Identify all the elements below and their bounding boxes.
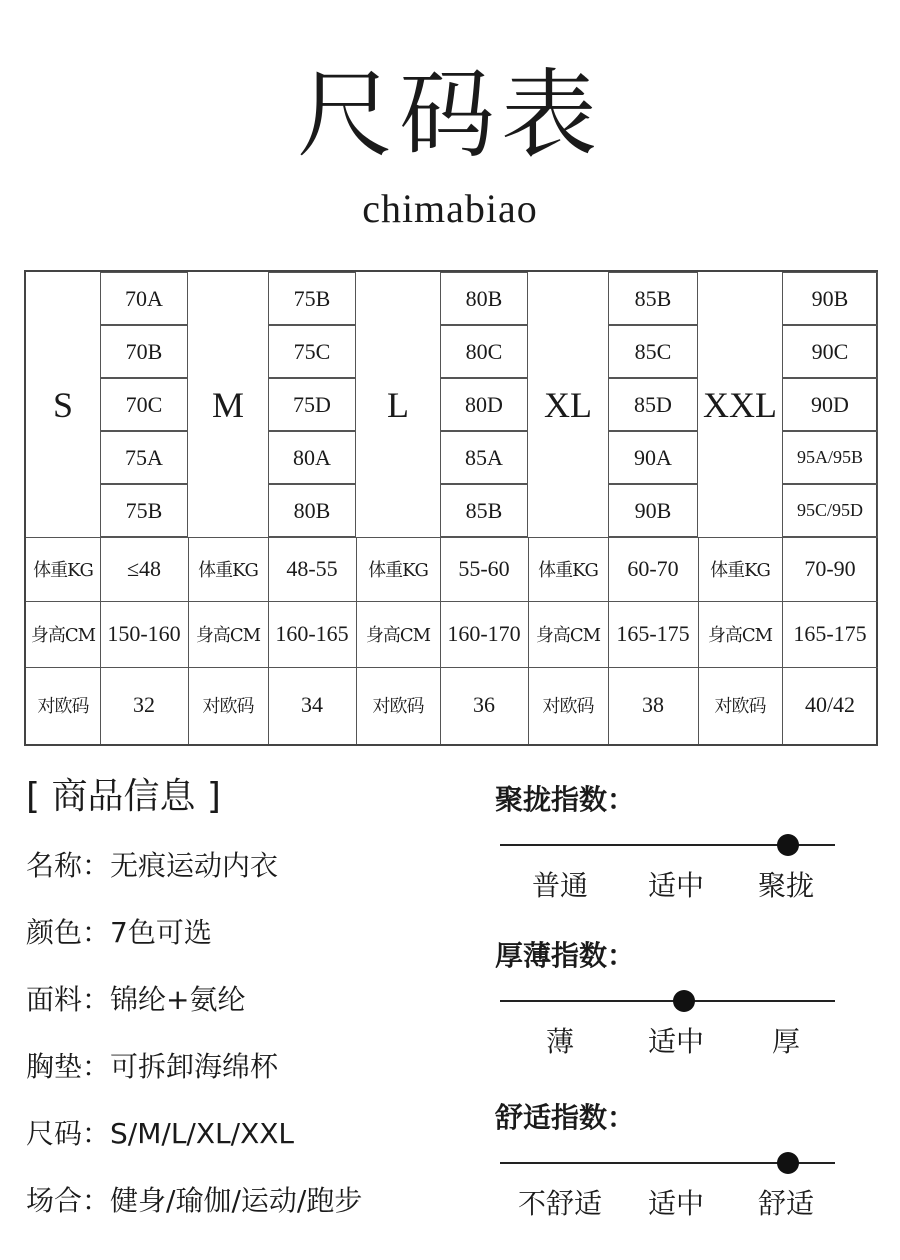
height-label: 身高CM <box>365 625 431 646</box>
product-info-value: S/M/L/XL/XXL <box>110 1117 295 1150</box>
weight-label: 体重KG <box>710 560 770 581</box>
weight-value: 70-90 <box>804 556 856 581</box>
product-info-label: 场合： <box>26 1184 111 1217</box>
height-value: 150-160 <box>107 621 181 646</box>
index-title: 厚薄指数： <box>495 939 636 972</box>
eu-size-label: 对欧码 <box>202 696 254 717</box>
product-info-row <box>26 913 212 953</box>
table-divider <box>608 537 609 744</box>
cup-size-cell: 90B <box>782 272 878 325</box>
height-value: 160-165 <box>275 621 349 646</box>
index-title: 聚拢指数： <box>495 783 636 816</box>
cup-size-cell: 95C/95D <box>782 484 878 537</box>
cup-size-cell: 95A/95B <box>782 431 878 484</box>
product-info-row <box>26 1047 278 1087</box>
product-info-value: 健身/瑜伽/运动/跑步 <box>110 1184 363 1217</box>
cup-size-cell: 85A <box>440 431 528 484</box>
product-info-label: 颜色： <box>26 916 111 949</box>
height-label: 身高CM <box>707 625 773 646</box>
cup-size-cell: 75A <box>100 431 188 484</box>
table-divider <box>782 537 783 744</box>
cup-size-cell: 90B <box>608 484 698 537</box>
eu-size-label: 对欧码 <box>372 696 424 717</box>
table-divider <box>26 601 878 602</box>
height-value: 165-175 <box>616 621 690 646</box>
table-divider <box>698 537 699 744</box>
eu-size-value: 34 <box>301 692 323 717</box>
product-info-row <box>26 1181 362 1221</box>
table-divider <box>528 537 529 744</box>
size-label: L <box>387 384 409 425</box>
cup-size-cell: 80B <box>440 272 528 325</box>
eu-size-value: 38 <box>642 692 664 717</box>
eu-size-label: 对欧码 <box>714 696 766 717</box>
cup-size-cell: 75D <box>268 378 356 431</box>
index-slider-marker <box>777 834 799 856</box>
cup-size-cell: 90A <box>608 431 698 484</box>
product-info-value: 锦纶+氨纶 <box>110 983 246 1016</box>
height-label: 身高CM <box>195 625 261 646</box>
table-divider <box>26 667 878 668</box>
index-option-label: 适中 <box>647 869 704 902</box>
product-info-label: 面料： <box>26 983 111 1016</box>
cup-size-cell: 80C <box>440 325 528 378</box>
eu-size-value: 40/42 <box>804 692 856 717</box>
eu-size-value: 36 <box>473 692 495 717</box>
table-divider <box>268 537 269 744</box>
weight-value: 48-55 <box>286 556 338 581</box>
index-option-label: 普通 <box>531 869 588 902</box>
weight-label: 体重KG <box>368 560 428 581</box>
height-label: 身高CM <box>535 625 601 646</box>
cup-size-cell: 85B <box>440 484 528 537</box>
index-option-label: 聚拢 <box>757 869 814 902</box>
weight-value: 55-60 <box>458 556 510 581</box>
index-slider-marker <box>777 1152 799 1174</box>
index-slider-marker <box>673 990 695 1012</box>
cup-size-cell: 85D <box>608 378 698 431</box>
cup-size-cell: 80A <box>268 431 356 484</box>
cup-size-cell: 75B <box>268 272 356 325</box>
eu-size-label: 对欧码 <box>37 696 89 717</box>
cup-size-cell: 70C <box>100 378 188 431</box>
size-label: S <box>52 384 74 425</box>
product-info-value: 可拆卸海绵杯 <box>110 1050 279 1083</box>
product-info-row <box>26 846 278 886</box>
size-label: XXL <box>703 384 777 425</box>
cup-size-cell: 70A <box>100 272 188 325</box>
index-option-label: 适中 <box>647 1025 704 1058</box>
product-info-row <box>26 1114 294 1154</box>
eu-size-value: 32 <box>133 692 155 717</box>
cup-size-cell: 85B <box>608 272 698 325</box>
index-slider-track <box>500 1000 835 1002</box>
cup-size-cell: 75C <box>268 325 356 378</box>
product-info-label: 尺码： <box>26 1117 111 1150</box>
cup-size-cell: 90C <box>782 325 878 378</box>
table-divider <box>100 537 101 744</box>
product-info-label: 名称： <box>26 849 111 882</box>
weight-label: 体重KG <box>198 560 258 581</box>
cup-size-cell: 70B <box>100 325 188 378</box>
size-label: XL <box>544 384 592 425</box>
weight-label: 体重KG <box>538 560 598 581</box>
product-info-row <box>26 980 245 1020</box>
index-option-label: 厚 <box>771 1025 800 1058</box>
page-title: 尺码表 <box>297 59 603 171</box>
index-title: 舒适指数： <box>495 1101 636 1134</box>
product-info-title: [ 商品信息 ] <box>26 776 221 817</box>
size-table <box>24 270 878 746</box>
table-divider <box>26 537 878 538</box>
height-label: 身高CM <box>30 625 96 646</box>
height-value: 160-170 <box>447 621 521 646</box>
weight-label: 体重KG <box>33 560 93 581</box>
weight-value: 60-70 <box>627 556 679 581</box>
index-option-label: 不舒适 <box>517 1187 602 1220</box>
eu-size-label: 对欧码 <box>542 696 594 717</box>
size-label: M <box>211 384 244 425</box>
index-option-label: 舒适 <box>757 1187 814 1220</box>
table-divider <box>440 537 441 744</box>
page-subtitle: chimabiao <box>362 186 538 231</box>
index-option-label: 薄 <box>545 1025 574 1058</box>
cup-size-cell: 80B <box>268 484 356 537</box>
table-divider <box>188 537 189 744</box>
cup-size-cell: 85C <box>608 325 698 378</box>
cup-size-cell: 80D <box>440 378 528 431</box>
product-info-value: 无痕运动内衣 <box>110 849 279 882</box>
height-value: 165-175 <box>793 621 867 646</box>
weight-value: ≤48 <box>126 556 162 581</box>
cup-size-cell: 75B <box>100 484 188 537</box>
product-info-value: 7色可选 <box>110 916 212 949</box>
index-option-label: 适中 <box>647 1187 704 1220</box>
cup-size-cell: 90D <box>782 378 878 431</box>
product-info-label: 胸垫： <box>26 1050 111 1083</box>
table-divider <box>356 537 357 744</box>
